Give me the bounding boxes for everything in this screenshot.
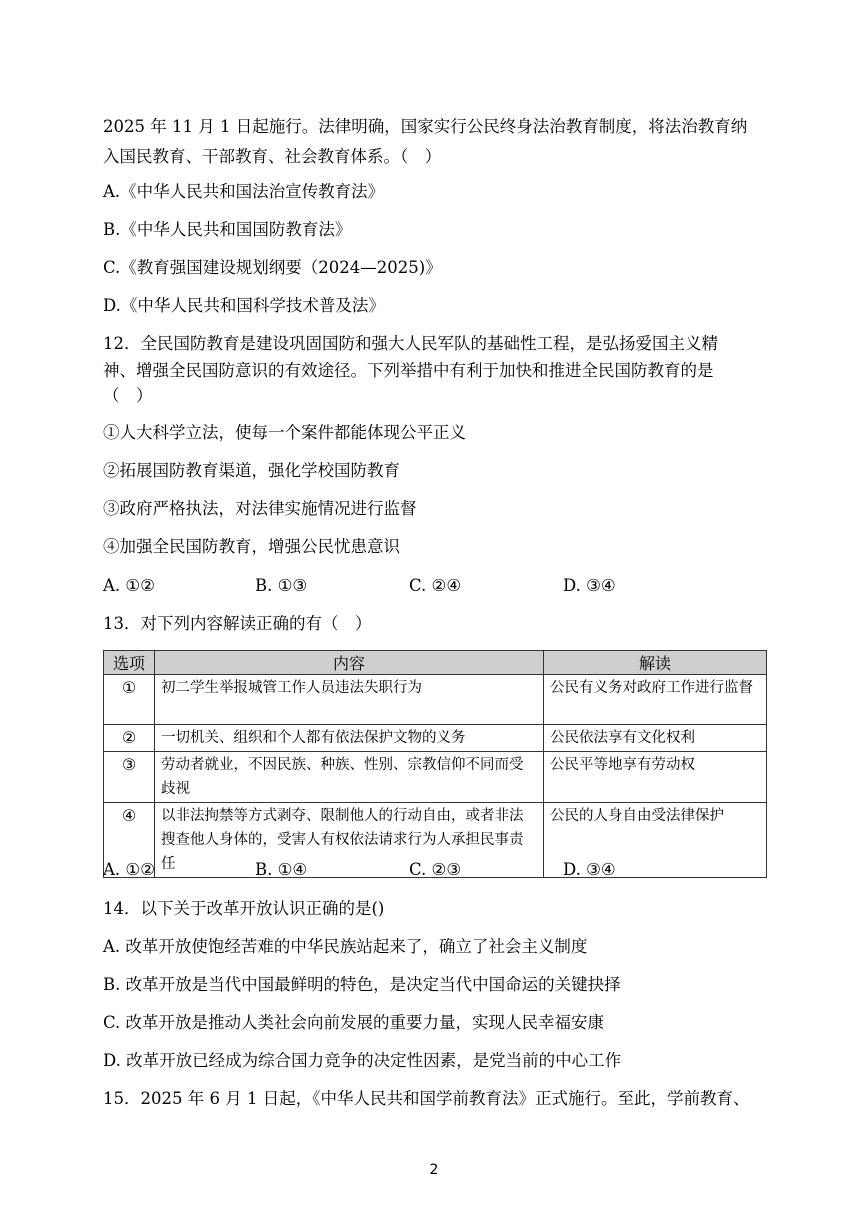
q13-choice-a: A. ①②	[103, 860, 155, 879]
table-header-row	[104, 651, 767, 675]
row-reading: 公民的人身自由受法律保护	[544, 803, 767, 878]
q11-stem-line2: 入国民教育、干部教育、社会教育体系。（ ）	[103, 147, 442, 166]
table-row	[104, 752, 767, 803]
row-reading: 公民有义务对政府工作进行监督	[544, 675, 767, 725]
q14-option-a: A. 改革开放使饱经苦难的中华民族站起来了，确立了社会主义制度	[103, 937, 588, 956]
row-number: ③	[104, 752, 155, 803]
q14-option-d: D. 改革开放已经成为综合国力竞争的决定性因素，是党当前的中心工作	[103, 1051, 622, 1070]
q12-stem-line2: 神、增强全民国防意识的有效途径。下列举措中有利于加快和推进全民国防教育的是	[103, 361, 714, 380]
row-content: 初二学生举报城管工作人员违法失职行为	[155, 675, 544, 725]
row-content: 劳动者就业，不因民族、种族、性别、宗教信仰不同而受歧视	[155, 752, 544, 803]
q12-item-2: ②拓展国防教育渠道，强化学校国防教育	[103, 461, 400, 480]
row-content: 以非法拘禁等方式剥夺、限制他人的行动自由，或者非法搜查他人身体的，受害人有权依法请求行为人承担民事责任	[155, 803, 544, 878]
q11-option-d: D.《中华人民共和国科学技术普及法》	[103, 296, 385, 315]
q11-option-b: B.《中华人民共和国国防教育法》	[103, 220, 352, 239]
q12-choice-d: D. ③④	[563, 576, 616, 595]
page-number: 2	[429, 1162, 439, 1178]
q12-stem-line1: 12．全民国防教育是建设巩固国防和强大人民军队的基础性工程，是弘扬爱国主义精	[103, 334, 718, 353]
table-row	[104, 675, 767, 725]
q12-item-3: ③政府严格执法，对法律实施情况进行监督	[103, 499, 417, 518]
q14-stem: 14．以下关于改革开放认识正确的是()	[103, 899, 385, 918]
table-row	[104, 725, 767, 752]
q15-stem-line1: 15．2025 年 6 月 1 日起，《中华人民共和国学前教育法》正式施行。至此，学前教育、	[103, 1089, 750, 1108]
q11-stem-line1: 2025 年 11 月 1 日起施行。法律明确，国家实行公民终身法治教育制度，将法治教育纳	[103, 117, 748, 136]
row-number: ②	[104, 725, 155, 752]
row-reading: 公民依法享有文化权利	[544, 725, 767, 752]
header-option: 选项	[104, 651, 155, 675]
row-content: 一切机关、组织和个人都有依法保护文物的义务	[155, 725, 544, 752]
row-number: ④	[104, 803, 155, 878]
q14-option-c: C. 改革开放是推动人类社会向前发展的重要力量，实现人民幸福安康	[103, 1013, 605, 1032]
q11-option-a: A.《中华人民共和国法治宣传教育法》	[103, 182, 385, 201]
q12-item-4: ④加强全民国防教育，增强公民忧患意识	[103, 537, 400, 556]
row-number: ①	[104, 675, 155, 725]
q12-choice-a: A. ①②	[103, 576, 155, 595]
q13-choice-d: D. ③④	[563, 860, 616, 879]
q13-choice-c: C. ②③	[409, 860, 462, 879]
q12-choice-c: C. ②④	[409, 576, 462, 595]
q12-choice-b: B. ①③	[255, 576, 308, 595]
header-content: 内容	[155, 651, 544, 675]
q12-item-1: ①人大科学立法，使每一个案件都能体现公平正义	[103, 423, 466, 442]
q13-table	[103, 650, 767, 878]
q13-choice-b: B. ①④	[255, 860, 308, 879]
row-reading: 公民平等地享有劳动权	[544, 752, 767, 803]
q14-option-b: B. 改革开放是当代中国最鲜明的特色，是决定当代中国命运的关键抉择	[103, 975, 621, 994]
q13-stem: 13．对下列内容解读正确的有（ ）	[103, 614, 372, 633]
q12-stem-line3: （ ）	[103, 386, 153, 405]
header-reading: 解读	[544, 651, 767, 675]
q11-option-c: C.《教育强国建设规划纲要（2024—2025)》	[103, 258, 442, 277]
